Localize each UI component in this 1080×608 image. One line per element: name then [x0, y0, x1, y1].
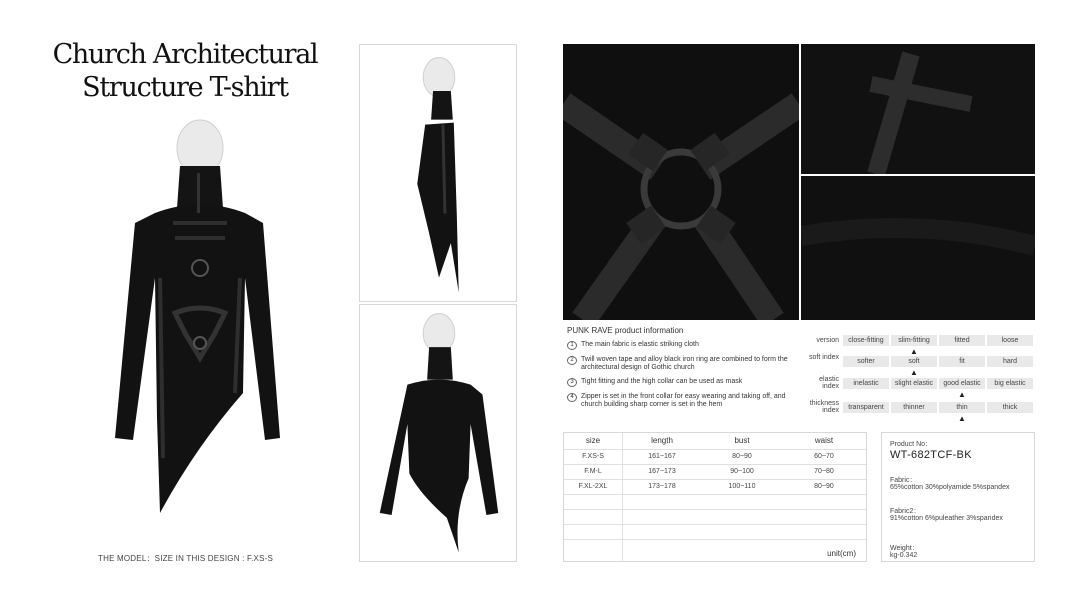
scale-option: transparent [843, 402, 889, 413]
selected-marker: ▲ [910, 368, 918, 377]
selected-marker: ▲ [910, 347, 918, 356]
scale-option: thick [987, 402, 1033, 413]
info-item [567, 393, 789, 409]
info-item-text: Tight fitting and the high collar can be used as mask [581, 378, 743, 385]
table-divider [564, 539, 866, 540]
product-details [881, 432, 1035, 562]
info-item [567, 341, 789, 350]
info-item-text: Twill woven tape and alloy black iron ring are combined to form the architectural design of Gothic church [581, 356, 788, 371]
scale-label: version [816, 337, 839, 344]
scale-option: soft [891, 356, 937, 367]
table-cell: F.M-L [584, 468, 602, 475]
fit-scale-chart [799, 322, 1035, 428]
table-header-length: length [651, 436, 673, 445]
product-no-label: Product No： [890, 441, 933, 448]
info-item-text: The main fabric is elastic striking cloth [581, 341, 699, 348]
side-view-photo [359, 44, 517, 302]
scale-option: slight elastic [891, 378, 937, 389]
info-item-text: Zipper is set in the front collar for easy wearing and taking off, and church building sharp corner is set in the hem [581, 393, 786, 408]
selected-marker: ▲ [958, 414, 966, 423]
scale-row-soft-index [799, 356, 1035, 378]
scale-option: slim-fitting [891, 335, 937, 346]
table-cell: 80~90 [814, 483, 834, 490]
table-cell: 90~100 [730, 468, 754, 475]
info-item-number: 3 [567, 378, 577, 387]
info-item-number: 1 [567, 341, 577, 350]
fabric-label: Fabric： [890, 477, 917, 484]
product-no-value: WT-682TCF-BK [890, 449, 972, 461]
info-item [567, 356, 789, 372]
scale-option: good elastic [939, 378, 985, 389]
scale-option: loose [987, 335, 1033, 346]
scale-option: inelastic [843, 378, 889, 389]
scale-option: thinner [891, 402, 937, 413]
table-cell: F.XS-S [582, 453, 604, 460]
scale-option: fitted [939, 335, 985, 346]
table-divider [564, 494, 866, 495]
product-title [40, 38, 330, 104]
fabric2-label: Fabric2： [890, 508, 921, 515]
title-line-2: Structure T-shirt [82, 72, 288, 103]
selected-marker: ▲ [958, 390, 966, 399]
table-cell: 173~178 [648, 483, 676, 490]
table-cell: F.XL-2XL [578, 483, 608, 490]
scale-option: softer [843, 356, 889, 367]
info-item-number: 2 [567, 356, 577, 365]
detail-fabric-photo [801, 176, 1035, 320]
size-chart-table [563, 432, 867, 562]
table-cell: 167~173 [648, 468, 676, 475]
fabric-value: 65%cotton 30%polyamide 5%spandex [890, 484, 1010, 491]
back-view-photo [359, 304, 517, 562]
info-title: PUNK RAVE product information [567, 326, 684, 335]
scale-row-thickness-index [799, 402, 1035, 424]
scale-option: big elastic [987, 378, 1033, 389]
table-cell: 100~110 [728, 483, 756, 490]
detail-cross-photo [801, 44, 1035, 174]
front-view-photo [85, 118, 315, 528]
table-cell: 161~167 [648, 453, 676, 460]
product-information [563, 322, 789, 428]
scale-label: thickness index [809, 400, 839, 414]
title-line-1: Church Architectural [52, 39, 318, 70]
table-cell: 60~70 [814, 453, 834, 460]
detail-ring-photo [563, 44, 799, 320]
scale-row-elastic-index [799, 378, 1035, 400]
table-header-bust: bust [734, 436, 750, 445]
scale-option: fit [939, 356, 985, 367]
scale-option: thin [939, 402, 985, 413]
unit-label: unit(cm) [827, 549, 856, 558]
scale-label: elastic index [819, 376, 839, 390]
table-divider [564, 509, 866, 510]
weight-label: Weight： [890, 545, 919, 552]
scale-option: close-fitting [843, 335, 889, 346]
model-size-caption: THE MODEL：SIZE IN THIS DESIGN : F.XS-S [98, 554, 274, 563]
table-divider [564, 524, 866, 525]
table-cell: 80~90 [732, 453, 752, 460]
table-cell: 70~80 [814, 468, 834, 475]
weight-value: kg-0.342 [890, 552, 918, 559]
info-item [567, 378, 789, 387]
scale-label: soft index [809, 354, 839, 361]
table-header-waist: waist [814, 436, 834, 445]
info-item-number: 4 [567, 393, 577, 402]
fabric2-value: 91%cotton 6%puleather 3%spandex [890, 515, 1003, 522]
scale-option: hard [987, 356, 1033, 367]
table-header-size: size [585, 436, 601, 445]
